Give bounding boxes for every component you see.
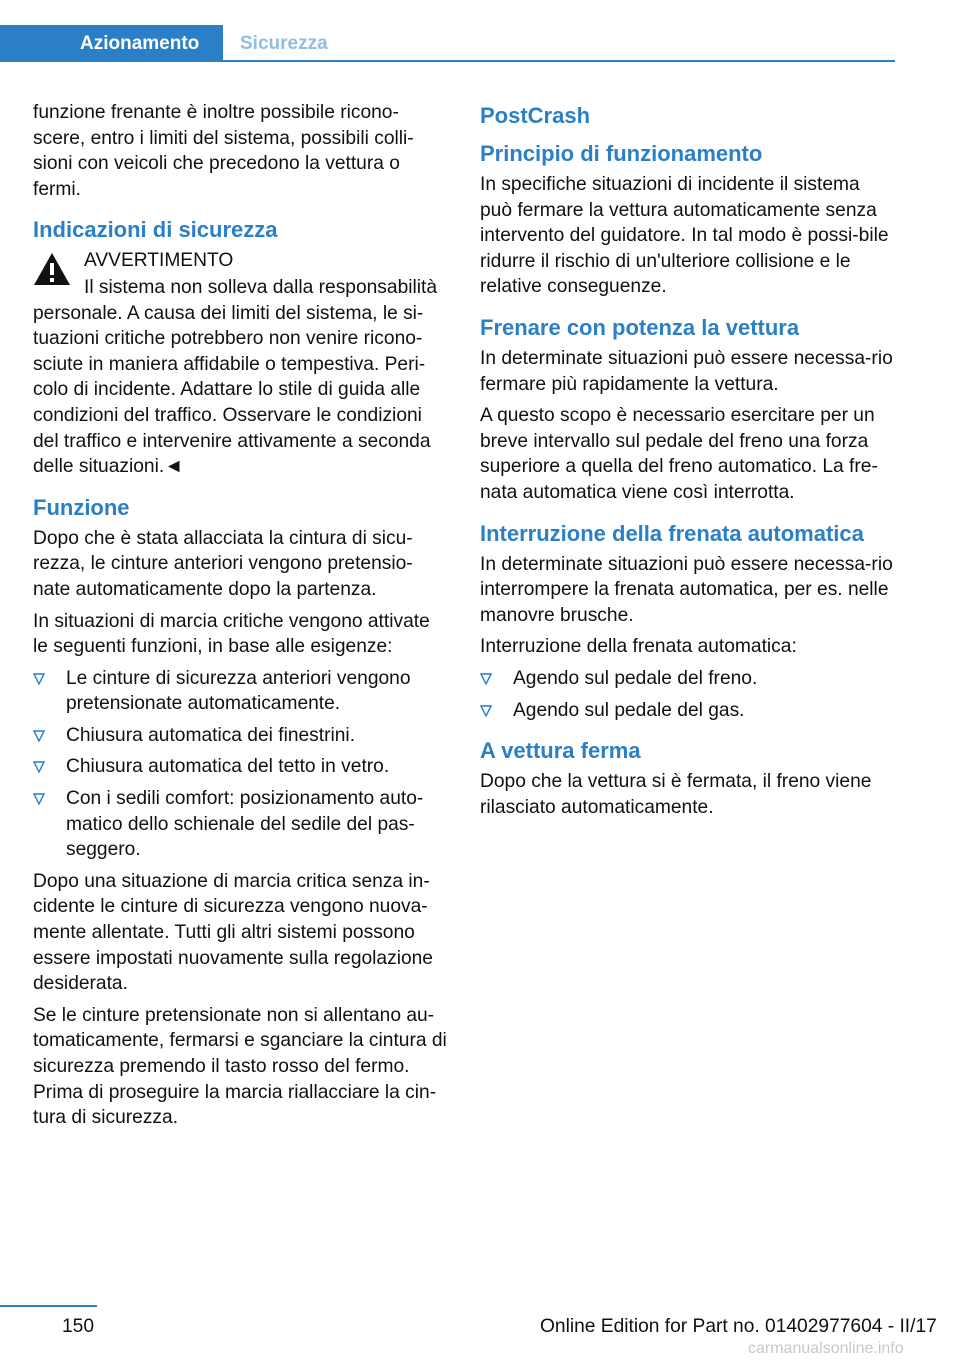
- triangle-bullet-icon: [33, 673, 45, 685]
- brake-paragraph-1: In determinate situazioni può essere necessa-rio fermare più rapidamente la vettura.: [480, 347, 893, 395]
- right-column: [480, 100, 895, 826]
- list-item: [480, 666, 895, 692]
- postcrash-heading: PostCrash: [480, 103, 591, 128]
- list-item-text: Chiusura automatica del tetto in vetro.: [66, 756, 390, 778]
- list-item-text: Chiusura automatica dei finestrini.: [66, 724, 356, 746]
- interrupt-paragraph-1: In determinate situazioni può essere necessa-rio interrompere la frenata automatica, per es. nelle manovre brusche.: [480, 553, 893, 626]
- warning-title: AVVERTIMENTO: [84, 250, 234, 272]
- triangle-bullet-icon: [33, 761, 45, 773]
- header-tabbar: [0, 25, 895, 62]
- list-item: [33, 754, 448, 780]
- triangle-bullet-icon: [480, 705, 492, 717]
- left-column: [33, 100, 448, 1137]
- warning-triangle-icon: [33, 252, 71, 286]
- edition-label: Online Edition for Part no. 01402977604 - II/17: [540, 1316, 937, 1337]
- list-item-text: Le cinture di sicurezza anteriori vengono pretensionate automaticamente.: [66, 667, 411, 715]
- function-heading: Funzione: [33, 494, 130, 520]
- list-item: [33, 786, 448, 863]
- triangle-bullet-icon: [480, 673, 492, 685]
- function-paragraph-3: Dopo una situazione di marcia critica senza in-cidente le cinture di sicurezza vengono nuova-mente allentate. Tutti gli altri sistemi possono essere impostati nuovamente sulla regolazione desiderata.: [33, 870, 433, 995]
- footer-rule: [0, 1305, 97, 1307]
- header-rule: [0, 60, 895, 62]
- watermark: carmanualsonline.info: [748, 1340, 904, 1357]
- interrupt-paragraph-2: Interruzione della frenata automatica:: [480, 636, 797, 658]
- list-item-text: Agendo sul pedale del freno.: [513, 667, 758, 689]
- triangle-bullet-icon: [33, 793, 45, 805]
- safety-heading: Indicazioni di sicurezza: [33, 217, 278, 243]
- interrupt-heading: Interruzione della frenata automatica: [480, 520, 864, 546]
- list-item: [33, 723, 448, 749]
- function-paragraph-4: Se le cinture pretensionate non si allentano au-tomaticamente, fermarsi e sganciare la cintura di sicurezza premendo il tasto rosso del fermo. Prima di proseguire la marcia riallacciare la cin-tura di sicurezza.: [33, 1004, 447, 1129]
- list-item-text: Agendo sul pedale del gas.: [513, 699, 745, 721]
- warning-block: [33, 248, 448, 479]
- warning-text: Il sistema non solleva dalla responsabilità personale. A causa dei limiti del sistema, le si-tuazioni critiche potrebbero non venire ricono-sciute in maniera affidabile o tempestiva. Peri-colo di incidente. Adattare lo stile di guida alle condizioni del traffico. Osservare le condizioni del traffico e intervenire attivamente a seconda delle situazioni.◄: [33, 276, 438, 478]
- intro-paragraph: funzione frenante è inoltre possibile ricono-scere, entro i limiti del sistema, possibili colli-sioni con veicoli che precedono la vettura o fermi.: [33, 102, 414, 200]
- list-item-text: Con i sedili comfort: posizionamento auto-matico dello schienale del sedile del pas-seggero.: [66, 788, 424, 861]
- function-paragraph-2: In situazioni di marcia critiche vengono attivate le seguenti funzioni, in base alle esigenze:: [33, 610, 430, 658]
- tab-sicurezza[interactable]: Sicurezza: [240, 33, 328, 54]
- brake-paragraph-2: A questo scopo è necessario esercitare per un breve intervallo sul pedale del freno una forza superiore a quella del freno automatico. La fre-nata automatica viene così interrotta.: [480, 405, 878, 503]
- list-item: [33, 666, 448, 717]
- interrupt-bullet-list: [480, 666, 895, 723]
- triangle-bullet-icon: [33, 730, 45, 742]
- list-item: [480, 698, 895, 724]
- page-number: 150: [62, 1316, 95, 1337]
- function-paragraph-1: Dopo che è stata allacciata la cintura di sicu-rezza, le cinture anteriori vengono pretensio-nate automaticamente dopo la partenza.: [33, 527, 413, 600]
- stopped-paragraph: Dopo che la vettura si è fermata, il freno viene rilasciato automaticamente.: [480, 771, 872, 818]
- principle-heading: Principio di funzionamento: [480, 141, 763, 166]
- stopped-heading: A vettura ferma: [480, 738, 641, 764]
- brake-heading: Frenare con potenza la vettura: [480, 314, 800, 340]
- principle-paragraph: In specifiche situazioni di incidente il sistema può fermare la vettura automaticamente senza intervento del guidatore. In tal modo è possi-bile ridurre il rischio di un'ulteriore collisione e le relative conseguenze.: [480, 174, 889, 298]
- tab-azionamento[interactable]: Azionamento: [0, 25, 223, 62]
- function-bullet-list: [33, 666, 448, 863]
